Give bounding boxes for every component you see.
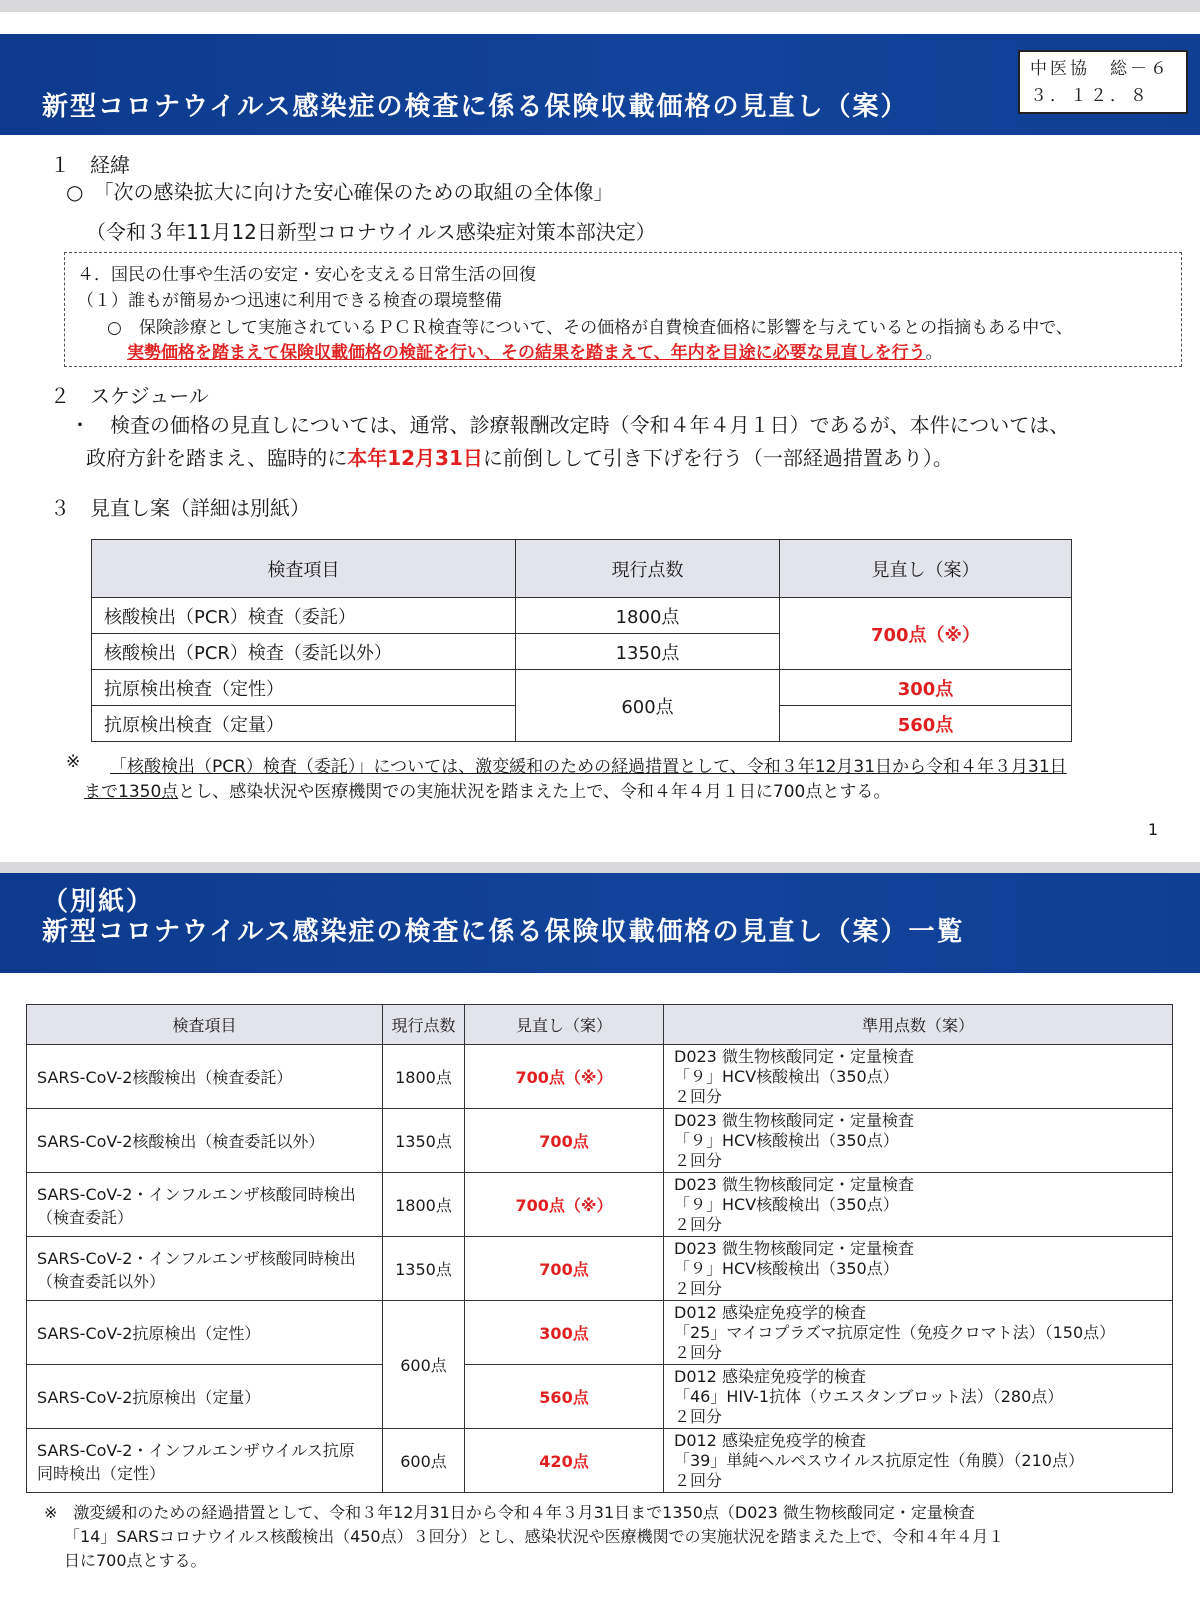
page-subtitle: （別紙） bbox=[42, 887, 155, 917]
header-reference-points: 準用点数（案） bbox=[664, 1005, 1173, 1045]
note-line-1: ※ 激変緩和のための経過措置として、令和３年12月31日から令和４年３月31日まで1350点（D023 微生物核酸同定・定量検査 bbox=[44, 1503, 975, 1522]
box-line-4-end: 。 bbox=[925, 343, 943, 363]
row-item-line-1: SARS-CoV-2核酸検出（検査委託以外） bbox=[37, 1132, 325, 1151]
reference-item: 「46」HIV-1抗体（ウエスタンブロット法）（280点） bbox=[674, 1386, 1064, 1406]
row-item bbox=[27, 1301, 383, 1365]
row-current-merged: 600点 bbox=[383, 1301, 465, 1429]
header-revision: 見直し（案） bbox=[780, 540, 1072, 598]
header-current-points: 現行点数 bbox=[516, 540, 780, 598]
row-item-line-2: （検査委託） bbox=[37, 1207, 134, 1227]
reference-count: ２回分 bbox=[674, 1214, 723, 1234]
box-line-2: （１）誰もが簡易かつ迅速に利用できる検査の環境整備 bbox=[77, 291, 502, 311]
row-new: 560点 bbox=[465, 1365, 664, 1429]
row-current: 600点 bbox=[383, 1429, 465, 1493]
row-antigen-current: 600点 bbox=[516, 670, 780, 742]
note-line-1: 「核酸検出（PCR）検査（委託）」については、激変緩和のための経過措置として、令和３年12月31日から令和４年３月31日 bbox=[110, 757, 1067, 777]
reference-item: 「25」マイコプラズマ抗原定性（免疫クロマト法）（150点） bbox=[674, 1322, 1116, 1342]
note-line-3: 日に700点とする。 bbox=[64, 1551, 207, 1570]
reference-count: ２回分 bbox=[674, 1406, 723, 1426]
quote-box bbox=[64, 252, 1182, 367]
row-item-line-1: SARS-CoV-2抗原検出（定性） bbox=[37, 1324, 261, 1343]
section1-source: （令和３年11月12日新型コロナウイルス感染症対策本部決定） bbox=[86, 220, 656, 244]
row-item bbox=[27, 1237, 383, 1301]
reference-count: ２回分 bbox=[674, 1342, 723, 1362]
row-item-line-1: SARS-CoV-2抗原検出（定量） bbox=[37, 1388, 261, 1407]
row-item-line-1: SARS-CoV-2・インフルエンザ核酸同時検出 bbox=[37, 1184, 356, 1204]
header-test-item: 検査項目 bbox=[27, 1005, 383, 1045]
reference-item: 「39」単純ヘルペスウイルス抗原定性（角膜）（210点） bbox=[674, 1450, 1084, 1470]
section2-line-1: ・ 検査の価格の見直しについては、通常、診療報酬改定時（令和４年４月１日）であるが、本件については、 bbox=[70, 413, 1070, 437]
section3-heading: ３ 見直し案（詳細は別紙） bbox=[50, 496, 310, 520]
section1-heading: １ 経緯 bbox=[50, 153, 130, 177]
table-row bbox=[27, 1109, 1173, 1173]
slide-page-1 bbox=[0, 12, 1200, 862]
reference-code: D023 微生物核酸同定・定量検査 bbox=[674, 1174, 914, 1194]
section2-line-2-post: に前倒しして引き下げを行う（一部経過措置あり）。 bbox=[482, 446, 953, 470]
page-title: 新型コロナウイルス感染症の検査に係る保険収載価格の見直し（案）一覧 bbox=[42, 917, 965, 947]
section2-line-2 bbox=[86, 442, 953, 471]
reference-code: D012 感染症免疫学的検査 bbox=[674, 1302, 866, 1322]
table-row bbox=[27, 1365, 1173, 1429]
table-row bbox=[92, 670, 1072, 706]
row-item-line-1: SARS-CoV-2・インフルエンザウイルス抗原 bbox=[37, 1440, 355, 1460]
row-new: 700点 bbox=[465, 1237, 664, 1301]
row-new: 700点（※） bbox=[465, 1173, 664, 1237]
table-header-row bbox=[27, 1005, 1173, 1045]
row-item bbox=[27, 1109, 383, 1173]
row-antigen-qual-new: 300点 bbox=[780, 670, 1072, 706]
row-current: 1800点 bbox=[383, 1173, 465, 1237]
row-item-line-1: SARS-CoV-2・インフルエンザ核酸同時検出 bbox=[37, 1248, 356, 1268]
row-reference bbox=[664, 1237, 1173, 1301]
row-item: 抗原検出検査（定量） bbox=[92, 706, 516, 742]
table-row bbox=[27, 1045, 1173, 1109]
section1-bullet: ○ 「次の感染拡大に向けた安心確保のための取組の全体像」 bbox=[66, 180, 614, 204]
reference-count: ２回分 bbox=[674, 1470, 723, 1490]
reference-code: D012 感染症免疫学的検査 bbox=[674, 1430, 866, 1450]
row-new: 300点 bbox=[465, 1301, 664, 1365]
header-current-points: 現行点数 bbox=[383, 1005, 465, 1045]
document-stamp bbox=[1018, 50, 1188, 114]
table-row bbox=[92, 598, 1072, 634]
table-row bbox=[27, 1237, 1173, 1301]
note-mark: ※ bbox=[66, 752, 81, 772]
row-reference bbox=[664, 1429, 1173, 1493]
reference-code: D023 微生物核酸同定・定量検査 bbox=[674, 1046, 914, 1066]
row-item bbox=[27, 1429, 383, 1493]
stamp-line-1: 中医協 総－６ bbox=[1030, 59, 1170, 79]
reference-item: 「９」HCV核酸検出（350点） bbox=[674, 1258, 899, 1278]
reference-item: 「９」HCV核酸検出（350点） bbox=[674, 1194, 899, 1214]
reference-count: ２回分 bbox=[674, 1086, 723, 1106]
row-current: 1350点 bbox=[383, 1109, 465, 1173]
reference-code: D012 感染症免疫学的検査 bbox=[674, 1366, 866, 1386]
note-line-2-rest: とし、感染状況や医療機関での実施状況を踏まえた上で、令和４年４月１日に700点とする。 bbox=[178, 782, 891, 802]
box-highlight: 実勢価格を踏まえて保険収載価格の検証を行い、その結果を踏まえて、年内を目途に必要な見直しを行う bbox=[127, 343, 926, 363]
row-new: 420点 bbox=[465, 1429, 664, 1493]
page-title: 新型コロナウイルス感染症の検査に係る保険収載価格の見直し（案） bbox=[42, 92, 909, 122]
slide-page-2 bbox=[0, 873, 1200, 1603]
reference-item: 「９」HCV核酸検出（350点） bbox=[674, 1066, 899, 1086]
note-line-2-underlined: まで1350点 bbox=[84, 782, 179, 802]
row-reference bbox=[664, 1109, 1173, 1173]
row-item bbox=[27, 1173, 383, 1237]
reference-code: D023 微生物核酸同定・定量検査 bbox=[674, 1110, 914, 1130]
table-header-row bbox=[92, 540, 1072, 598]
reference-code: D023 微生物核酸同定・定量検査 bbox=[674, 1238, 914, 1258]
row-item: 抗原検出検査（定性） bbox=[92, 670, 516, 706]
box-line-4 bbox=[127, 338, 943, 363]
row-item-line-2: （検査委託以外） bbox=[37, 1271, 166, 1291]
table-row bbox=[27, 1301, 1173, 1365]
table-row bbox=[27, 1429, 1173, 1493]
row-antigen-quant-new: 560点 bbox=[780, 706, 1072, 742]
row-item: 核酸検出（PCR）検査（委託） bbox=[92, 598, 516, 634]
row-reference bbox=[664, 1045, 1173, 1109]
title-banner bbox=[0, 873, 1200, 973]
row-item bbox=[27, 1045, 383, 1109]
row-reference bbox=[664, 1301, 1173, 1365]
row-reference bbox=[664, 1173, 1173, 1237]
row-current: 1350点 bbox=[516, 634, 780, 670]
row-new: 700点 bbox=[465, 1109, 664, 1173]
section2-line-2-pre: 政府方針を踏まえ、臨時的に bbox=[86, 446, 348, 470]
row-pcr-new: 700点（※） bbox=[780, 598, 1072, 670]
row-item: 核酸検出（PCR）検査（委託以外） bbox=[92, 634, 516, 670]
stamp-line-2: ３．１２．８ bbox=[1030, 86, 1150, 106]
table-row bbox=[27, 1173, 1173, 1237]
box-line-3: ○ 保険診療として実施されているＰＣＲ検査等について、その価格が自費検査価格に影響を与えているとの指摘もある中で、 bbox=[107, 318, 1073, 338]
row-item-line-1: SARS-CoV-2核酸検出（検査委託） bbox=[37, 1068, 293, 1087]
row-item bbox=[27, 1365, 383, 1429]
note-line-2: 「14」SARSコロナウイルス核酸検出（450点）３回分）とし、感染状況や医療機関での実施状況を踏まえた上で、令和４年４月１ bbox=[64, 1527, 1005, 1546]
note-line-2 bbox=[84, 777, 890, 802]
row-current: 1800点 bbox=[516, 598, 780, 634]
reference-item: 「９」HCV核酸検出（350点） bbox=[674, 1130, 899, 1150]
row-current: 1350点 bbox=[383, 1237, 465, 1301]
section2-heading: ２ スケジュール bbox=[50, 384, 209, 408]
row-new: 700点（※） bbox=[465, 1045, 664, 1109]
row-reference bbox=[664, 1365, 1173, 1429]
header-test-item: 検査項目 bbox=[92, 540, 516, 598]
section2-date-highlight: 本年12月31日 bbox=[347, 446, 483, 470]
revision-list-table bbox=[26, 1004, 1173, 1493]
page-number: 1 bbox=[1147, 820, 1158, 839]
row-item-line-2: 同時検出（定性） bbox=[37, 1463, 166, 1483]
header-revision: 見直し（案） bbox=[465, 1005, 664, 1045]
revision-summary-table bbox=[91, 539, 1072, 742]
reference-count: ２回分 bbox=[674, 1150, 723, 1170]
row-current: 1800点 bbox=[383, 1045, 465, 1109]
reference-count: ２回分 bbox=[674, 1278, 723, 1298]
box-line-1: ４．国民の仕事や生活の安定・安心を支える日常生活の回復 bbox=[77, 265, 536, 285]
